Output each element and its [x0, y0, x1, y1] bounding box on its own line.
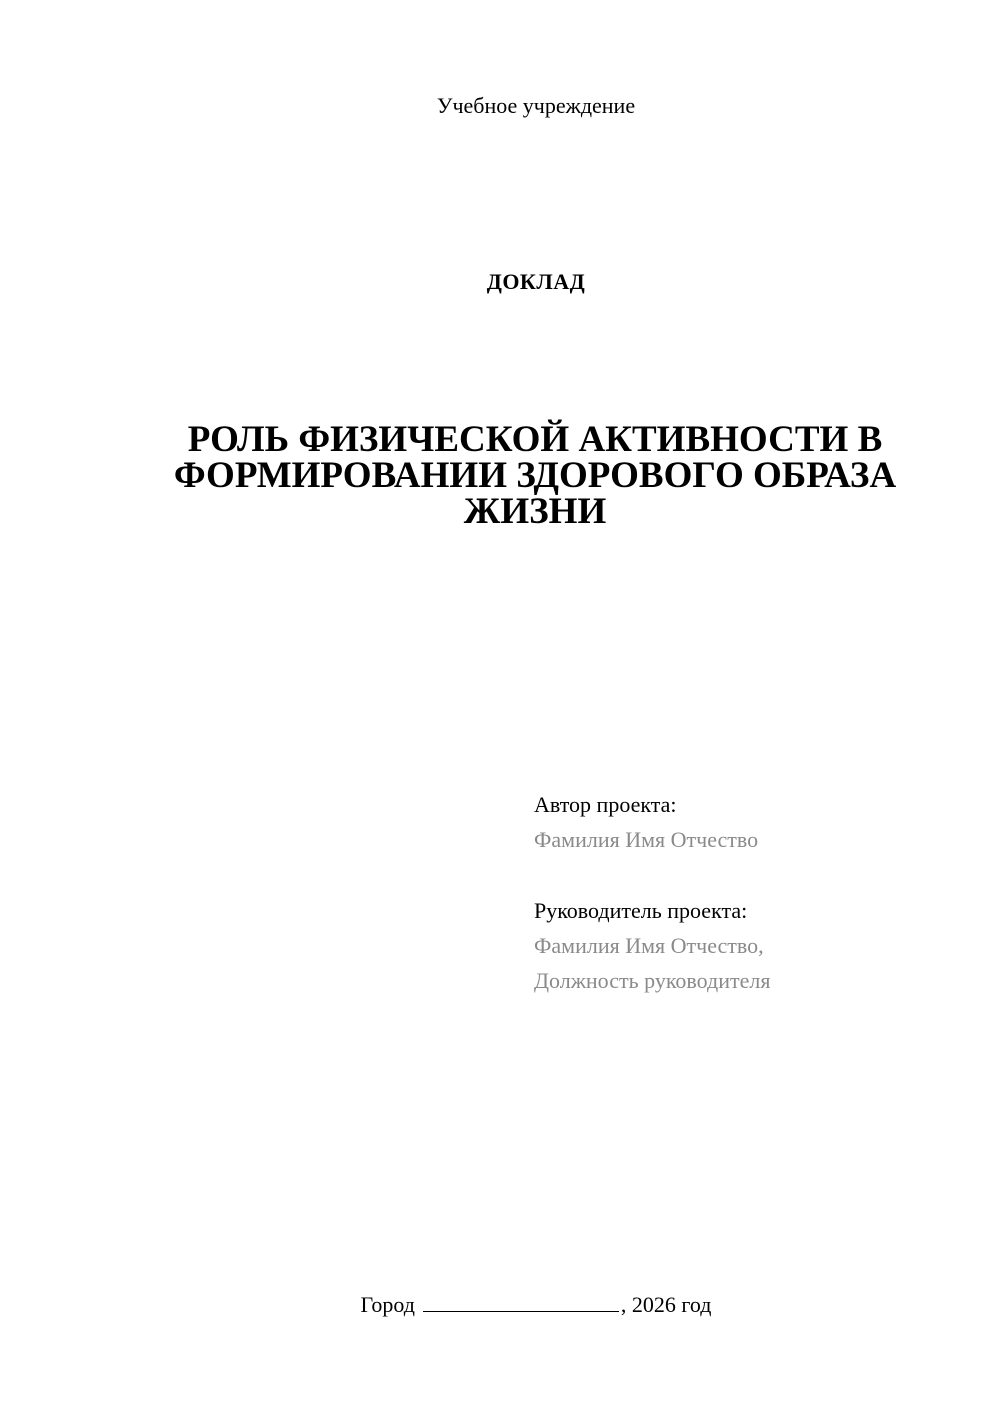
supervisor-block [534, 893, 974, 998]
title-line-3: ЖИЗНИ [463, 491, 607, 532]
city-label: Город [360, 1292, 415, 1317]
author-name: Фамилия Имя Отчество [534, 827, 759, 852]
institution-name: Учебное учреждение [436, 93, 636, 118]
title-line-2: ФОРМИРОВАНИИ ЗДОРОВОГО ОБРАЗА [173, 455, 897, 496]
city-blank-line [423, 1291, 619, 1312]
footer-city-year [0, 1290, 1000, 1320]
author-label: Автор проекта: [534, 792, 677, 817]
document-type: ДОКЛАД [486, 269, 586, 294]
supervisor-name: Фамилия Имя Отчество, [534, 933, 764, 958]
document-title [130, 419, 940, 532]
supervisor-position: Должность руководителя [534, 968, 771, 993]
title-line-1: РОЛЬ ФИЗИЧЕСКОЙ АКТИВНОСТИ В [187, 419, 883, 460]
year-text: , 2026 год [620, 1292, 712, 1317]
author-block [534, 787, 974, 857]
supervisor-label: Руководитель проекта: [534, 898, 748, 923]
